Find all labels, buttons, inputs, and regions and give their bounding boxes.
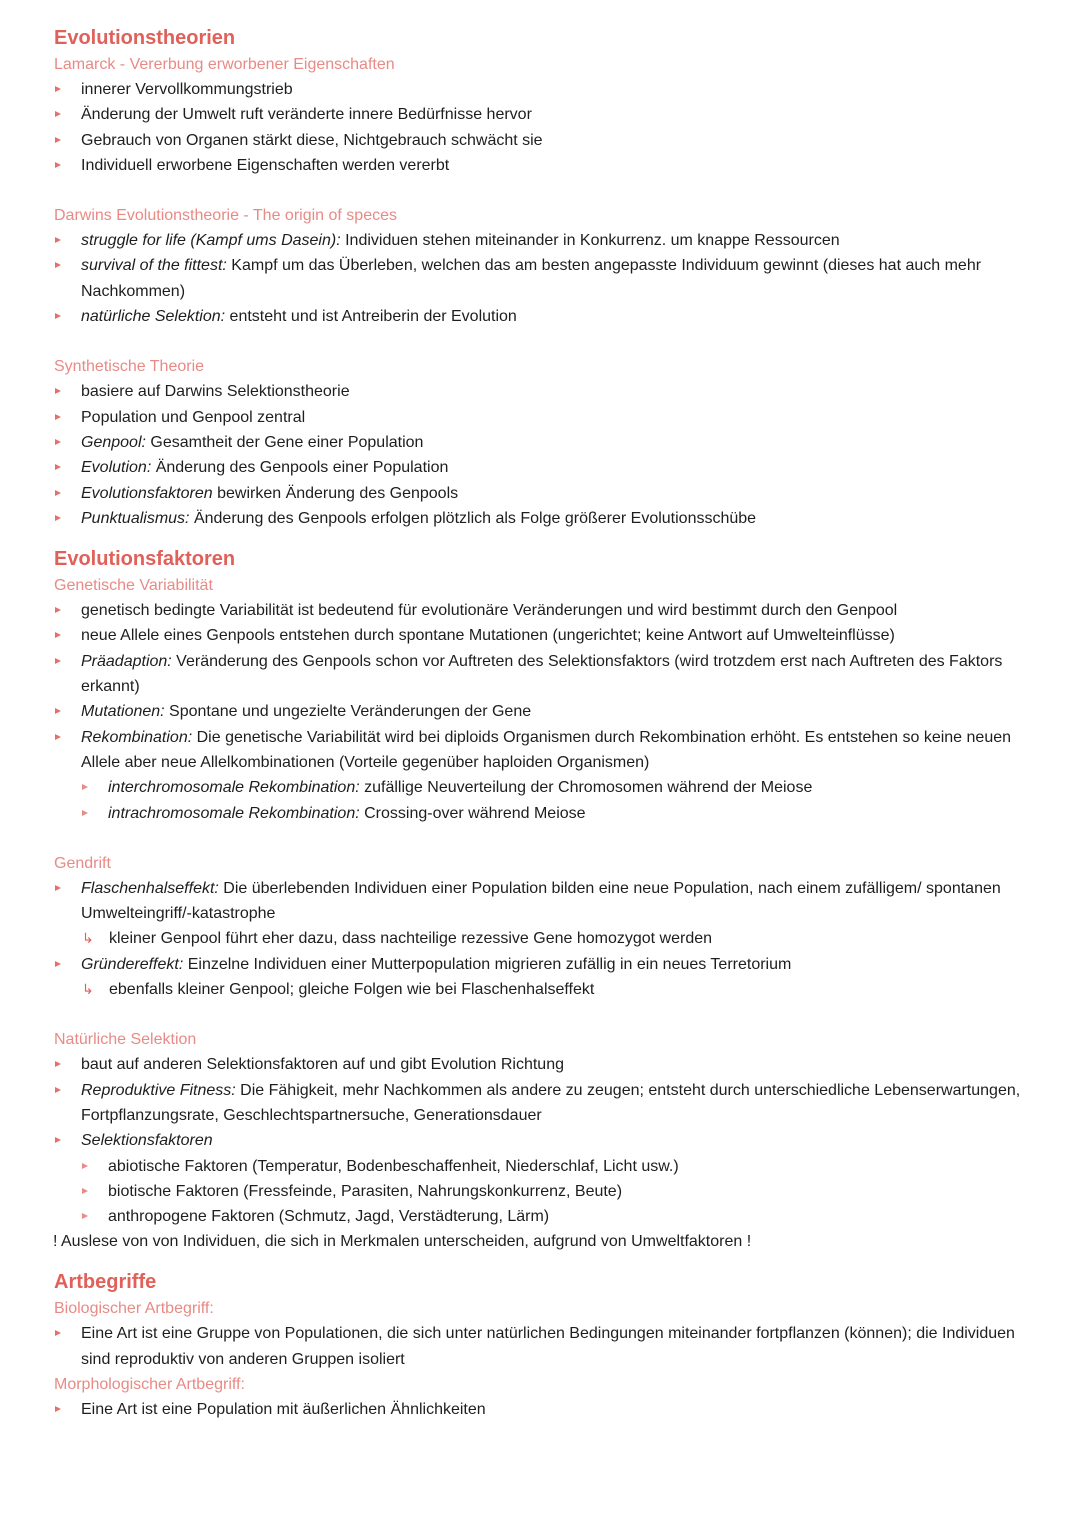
return-arrow-icon: ↳: [82, 981, 94, 998]
list-item: [54, 405, 1040, 430]
term: Präadaption:: [81, 652, 172, 670]
definition: baut auf anderen Selektionsfaktoren auf und gibt Evolution Richtung: [81, 1056, 564, 1074]
consequence-text: ebenfalls kleiner Genpool; gleiche Folgen wie bei Flaschenhalseffekt: [109, 981, 595, 999]
term: Flaschenhalseffekt:: [81, 879, 219, 897]
list-item: [54, 379, 1040, 404]
sub-list-item: [81, 775, 1040, 800]
list-item: [54, 952, 1040, 977]
list-item: [54, 253, 1040, 304]
list-item: Eine Art ist eine Gruppe von Populationen, die sich unter natürlichen Bedingungen miteinander fortpflanzen (können); die Individuen sind reproduktiv von anderen Gruppen isoliert: [54, 1321, 1040, 1372]
list-item: [54, 598, 1040, 623]
darwin-list: [54, 228, 1040, 329]
term: Evolution:: [81, 459, 152, 477]
subheading-lamarck: Lamarck - Vererbung erworbener Eigenschaften: [54, 56, 395, 73]
synthetisch-list: [54, 379, 1040, 531]
term: Genpool:: [81, 433, 146, 451]
definition: Population und Genpool zentral: [81, 408, 306, 426]
consequence-text: kleiner Genpool führt eher dazu, dass nachteilige rezessive Gene homozygot werden: [109, 930, 713, 948]
list-item: [54, 699, 1040, 724]
sub-list-item: abiotische Faktoren (Temperatur, Bodenbeschaffenheit, Niederschlaf, Licht usw.): [81, 1154, 1040, 1179]
list-item: innerer Vervollkommungstrieb: [54, 77, 1040, 102]
sub-list-item: [81, 801, 1040, 826]
genetisch-list: [54, 598, 1040, 826]
lamarck-list: [54, 77, 1040, 178]
list-item: [54, 1052, 1040, 1077]
heading-evolutionstheorien: Evolutionstheorien: [54, 27, 236, 49]
list-item: [54, 725, 1040, 776]
list-item: [54, 623, 1040, 648]
return-arrow-icon: ↳: [82, 930, 94, 947]
list-item: [54, 506, 1040, 531]
heading-evolutionsfaktoren: Evolutionsfaktoren: [54, 548, 236, 571]
gendrift-list: [54, 876, 1040, 1002]
selection-note: ! Auslese von von Individuen, die sich in Merkmalen unterscheiden, aufgrund von Umweltfaktoren !: [53, 1233, 752, 1251]
term: intrachromosomale Rekombination:: [108, 804, 360, 822]
subheading-morphologischer-artbegriff: Morphologischer Artbegriff:: [54, 1375, 245, 1393]
consequence-item: [54, 926, 1040, 951]
definition: bewirken Änderung des Genpools: [212, 484, 459, 502]
consequence-item: [54, 977, 1040, 1002]
definition: Änderung des Genpools erfolgen plötzlich als Folge größerer Evolutionsschübe: [189, 509, 757, 527]
biologisch-list: [54, 1321, 1040, 1372]
definition: Die Fähigkeit, mehr Nachkommen als andere zu zeugen; entsteht durch unterschiedliche Lebenserwartungen, Fortpflanzungsrate, Geschlechtspartnersuche, Generationsdauer: [81, 1081, 1021, 1124]
definition: neue Allele eines Genpools entstehen durch spontane Mutationen (ungerichtet; keine Antwort auf Umwelteinflüsse): [81, 627, 895, 645]
subheading-gendrift: Gendrift: [54, 854, 111, 872]
list-item: [54, 649, 1040, 700]
list-item: Änderung der Umwelt ruft veränderte innere Bedürfnisse hervor: [54, 102, 1040, 127]
subheading-biologischer-artbegriff: Biologischer Artbegriff:: [54, 1300, 214, 1318]
list-item: [54, 228, 1040, 253]
sub-list-item: biotische Faktoren (Fressfeinde, Parasiten, Nahrungskonkurrenz, Beute): [81, 1179, 1040, 1204]
list-item: [54, 1078, 1040, 1129]
list-item: Gebrauch von Organen stärkt diese, Nichtgebrauch schwächt sie: [54, 128, 1040, 153]
definition: entsteht und ist Antreiberin der Evolution: [225, 308, 517, 326]
definition: Änderung des Genpools einer Population: [151, 459, 449, 477]
term: Selektionsfaktoren: [81, 1132, 213, 1150]
list-item: Eine Art ist eine Population mit äußerlichen Ähnlichkeiten: [54, 1397, 1040, 1422]
definition: Kampf um das Überleben, welchen das am besten angepasste Individuum gewinnt (dieses hat auch mehr Nachkommen): [81, 257, 982, 300]
subheading-genetische-variabilitaet: Genetische Variabilität: [54, 577, 213, 595]
term: Mutationen:: [81, 703, 165, 721]
list-item: [54, 876, 1040, 927]
definition: Einzelne Individuen einer Mutterpopulation migrieren zufällig in ein neues Terretorium: [183, 955, 792, 973]
list-item: Individuell erworbene Eigenschaften werden vererbt: [54, 153, 1040, 178]
definition: Crossing-over während Meiose: [359, 804, 586, 822]
term: natürliche Selektion:: [81, 308, 226, 326]
definition: Veränderung des Genpools schon vor Auftreten des Selektionsfaktors (wird trotzdem erst nach Auftreten des Faktors erkannt): [81, 652, 1003, 696]
list-item: [54, 481, 1040, 506]
definition: Die überlebenden Individuen einer Population bilden eine neue Population, nach einem zufälligem/ spontanen Umwelteingriff/-katastrophe: [81, 879, 1001, 923]
subheading-natuerliche-selektion: Natürliche Selektion: [54, 1031, 197, 1049]
list-item: [54, 304, 1040, 329]
term: Rekombination:: [81, 728, 193, 746]
morphologisch-list: [54, 1397, 1040, 1422]
selektion-list: [54, 1052, 1040, 1229]
definition: Individuen stehen miteinander in Konkurrenz. um knappe Ressourcen: [340, 232, 840, 250]
subheading-darwin: Darwins Evolutionstheorie - The origin of speces: [54, 207, 397, 225]
term: Gründereffekt:: [81, 955, 184, 973]
term: interchromosomale Rekombination:: [108, 779, 360, 797]
definition: Die genetische Variabilität wird bei diploids Organismen durch Rekombination erhöht. Es entstehen so keine neuen Allele aber neue Allelkombinationen (Vorteile gegenüber haploiden Organismen): [81, 728, 1012, 771]
heading-artbegriffe: Artbegriffe: [54, 1271, 157, 1294]
sub-list-item: anthropogene Faktoren (Schmutz, Jagd, Verstädterung, Lärm): [81, 1204, 1040, 1229]
list-item: [54, 455, 1040, 480]
list-item: [54, 430, 1040, 455]
definition: Gesamtheit der Gene einer Population: [145, 433, 424, 451]
definition: zufällige Neuverteilung der Chromosomen während der Meiose: [359, 779, 813, 797]
subheading-synthetische-theorie: Synthetische Theorie: [54, 358, 205, 376]
definition: Spontane und ungezielte Veränderungen der Gene: [164, 703, 532, 721]
definition: genetisch bedingte Variabilität ist bedeutend für evolutionäre Veränderungen und wird bestimmt durch den Genpool: [81, 602, 898, 620]
term: struggle for life (Kampf ums Dasein):: [81, 232, 341, 250]
list-item: [54, 1128, 1040, 1153]
term: Reproduktive Fitness:: [81, 1081, 236, 1099]
definition: basiere auf Darwins Selektionstheorie: [81, 383, 350, 401]
term: Punktualismus:: [81, 509, 190, 527]
term: Evolutionsfaktoren: [81, 484, 213, 502]
term: survival of the fittest:: [81, 257, 227, 275]
